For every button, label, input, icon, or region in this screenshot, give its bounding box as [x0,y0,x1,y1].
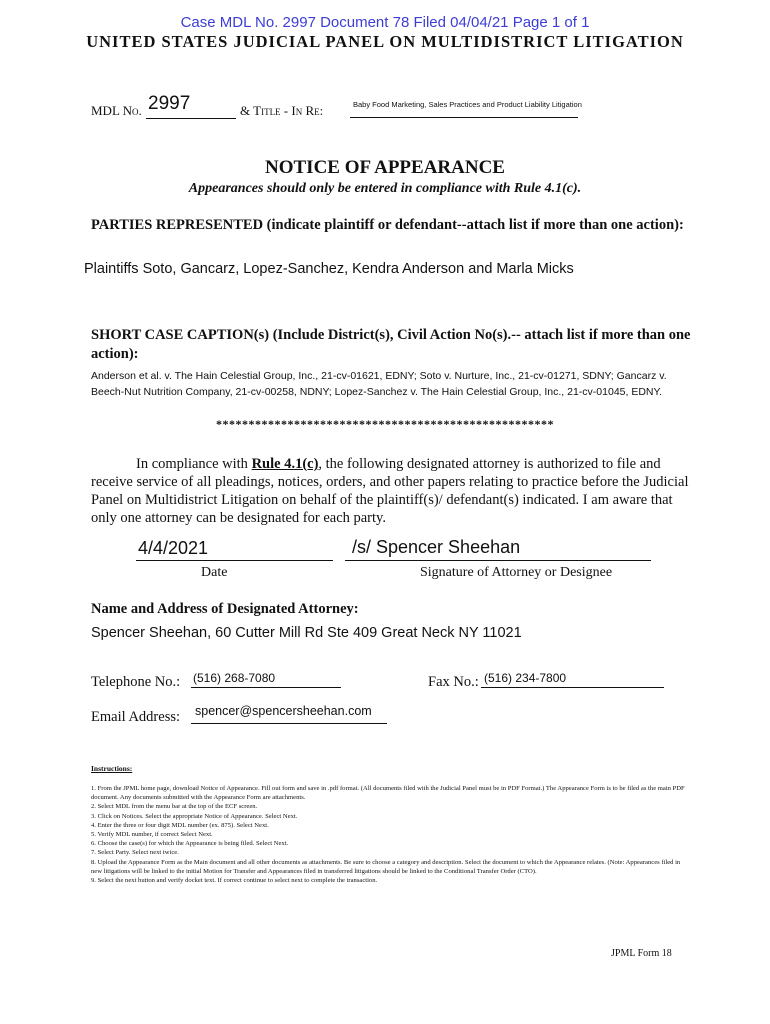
attorney-heading: Name and Address of Designated Attorney: [91,601,359,617]
instruction-item: 1. From the JPML home page, download Notice of Appearance. Fill out form and save in .pdf format. (All documents filed with the Judicial Panel must be in PDF Format.) The Appearance Form is to be filed as the main PDF document. Any documents submitted with the Appearance Form are attachments. [91,785,685,802]
fax-label: Fax No.: [428,674,479,690]
parties-field[interactable]: Plaintiffs Soto, Gancarz, Lopez-Sanchez, Kendra Anderson and Marla Micks [84,261,574,277]
court-title: UNITED STATES JUDICIAL PANEL ON MULTIDISTRICT LITIGATION [86,32,684,51]
signature-field[interactable]: /s/ Spencer Sheehan [352,537,521,557]
mdl-label: MDL No. [91,103,142,118]
compliance-before: In compliance with [136,456,252,472]
notice-subheading: Appearances should only be entered in compliance with Rule 4.1(c). [188,181,582,196]
instruction-item: 2. Select MDL from the menu bar at the top of the ECF screen. [91,803,258,811]
instruction-item: 8. Upload the Appearance Form as the Main document and all other documents as attachments. Be sure to choose a category and description. Select the document to which the Appearance relates. (Note: Appearances filed in new litigations will be linked to the initial Motion for Transfer and Appearances filed in transferred litigations should be linked to the Conditional Transfer Order (CTO). [91,858,681,875]
signature-label: Signature of Attorney or Designee [420,565,613,580]
form-number: JPML Form 18 [611,948,672,959]
date-label: Date [201,565,228,580]
instruction-item: 5. Verify MDL number, if correct Select Next. [91,831,213,839]
compliance-after: , the following designated attorney is authorized to file and receive service of all pleadings, notices, orders, and other papers relating to practice before the Judicial Panel on Multidistrict Litigation on behalf of the plaintiff(s)/ defendant(s) indicated. I am aware that only one attorney can be designated for each party. [91,456,689,526]
instruction-item: 4. Enter the three or four digit MDL number (ex. 875). Select Next. [91,821,269,829]
parties-heading: PARTIES REPRESENTED (indicate plaintiff or defendant--attach list if more than one action): [91,217,684,233]
telephone-field[interactable]: (516) 268-7080 [193,671,276,685]
mdl-number-field[interactable]: 2997 [148,93,191,114]
title-underline [350,117,578,118]
title-field[interactable]: Baby Food Marketing, Sales Practices and Product Liability Litigation [353,100,582,109]
attorney-address-field[interactable]: Spencer Sheehan, 60 Cutter Mill Rd Ste 409 Great Neck NY 11021 [91,625,522,641]
compliance-paragraph [91,455,691,527]
instructions-list [91,784,691,885]
rule-link[interactable]: Rule 4.1(c) [251,456,319,472]
telephone-label: Telephone No.: [91,674,181,690]
instruction-item: 9. Select the next button and verify docket text. If correct continue to select next to complete the transaction. [91,877,378,885]
caption-heading: SHORT CASE CAPTION(s) (Include District(s), Civil Action No(s).-- attach list if more than one action): [91,327,691,362]
mdl-number-underline [146,118,236,119]
date-field[interactable]: 4/4/2021 [138,538,209,558]
separator: **************************************************** [216,417,554,431]
caption-field[interactable]: Anderson et al. v. The Hain Celestial Group, Inc., 21-cv-01621, EDNY; Soto v. Nurture, Inc., 21-cv-01271, SDNY; Gancarz v. Beech-Nut Nutrition Company, 21-cv-00258, NDNY; Lopez-Sanchez v. The Hain Celestial Group, Inc., 21-cv-01045, EDNY. [91,370,667,398]
email-underline [191,723,387,724]
instruction-item: 3. Click on Notices. Select the appropriate Notice of Appearance. Select Next. [91,812,298,820]
signature-underline [345,560,651,561]
telephone-underline [191,687,341,688]
instruction-item: 7. Select Party. Select next twice. [91,849,179,857]
instructions-heading: Instructions: [91,764,133,773]
email-field[interactable]: spencer@spencersheehan.com [195,704,372,718]
fax-underline [481,687,664,688]
case-header-stamp: Case MDL No. 2997 Document 78 Filed 04/04/21 Page 1 of 1 [180,14,590,31]
notice-heading: NOTICE OF APPEARANCE [265,157,505,178]
instruction-item: 6. Choose the case(s) for which the Appearance is being filed. Select Next. [91,840,289,848]
date-underline [136,560,333,561]
fax-field[interactable]: (516) 234-7800 [484,671,567,685]
title-label: & Title - In Re: [240,103,324,118]
email-label: Email Address: [91,709,181,725]
